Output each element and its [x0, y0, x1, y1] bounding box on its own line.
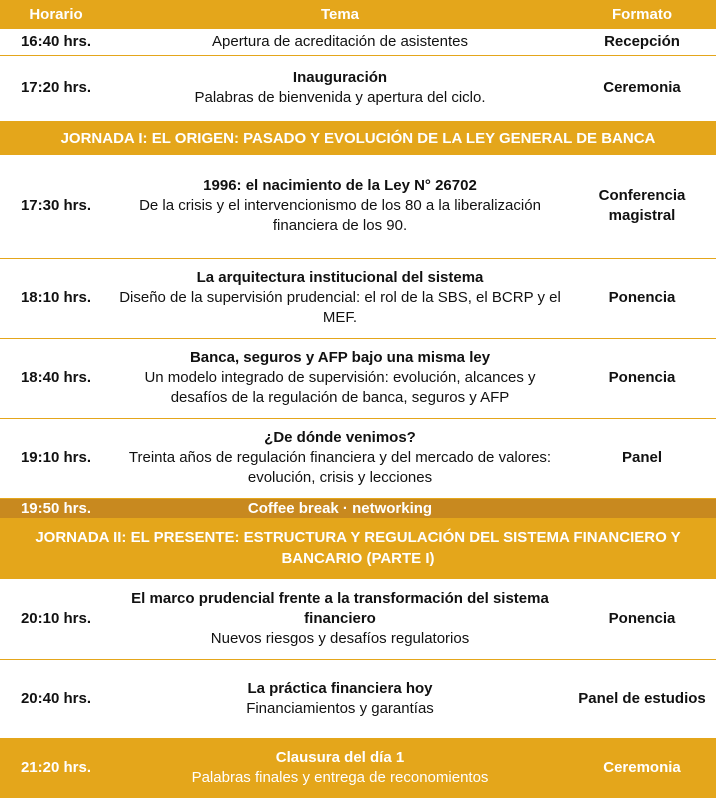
- row-time: 20:10 hrs.: [0, 579, 112, 660]
- row-topic: [112, 155, 568, 258]
- coffee-format: [568, 498, 716, 518]
- section-band-jornada-2: [0, 518, 716, 579]
- row-topic: [112, 29, 568, 55]
- table-row: [0, 55, 716, 121]
- row-topic: [112, 660, 568, 739]
- row-title: 1996: el nacimiento de la Ley N° 26702: [203, 177, 477, 195]
- table-row: [0, 338, 716, 418]
- row-title: Banca, seguros y AFP bajo una misma ley: [189, 349, 491, 366]
- row-time: 18:40 hrs.: [0, 338, 112, 418]
- row-time: 19:10 hrs.: [0, 418, 112, 498]
- table-row: [0, 660, 716, 739]
- row-format: Ponencia: [568, 258, 716, 338]
- row-topic: [112, 55, 568, 121]
- section-title: JORNADA II: EL PRESENTE: ESTRUCTURA Y REGULACIÓN DEL SISTEMA FINANCIERO Y BANCARIO (PARTE I): [0, 518, 716, 579]
- table-row: [0, 579, 716, 660]
- row-subtitle: Nuevos riesgos y desafíos regulatorios: [210, 629, 470, 647]
- row-subtitle: Palabras de bienvenida y apertura del ciclo.: [194, 89, 486, 106]
- header-topic: Tema: [112, 0, 568, 29]
- row-format: Ponencia: [568, 579, 716, 660]
- row-topic: [112, 418, 568, 498]
- table-row: [0, 418, 716, 498]
- row-title: ¿De dónde venimos?: [264, 429, 416, 446]
- row-topic: [112, 579, 568, 660]
- row-subtitle: De la crisis y el intervencionismo de los 80 a la liberalización financiera de los 90.: [139, 197, 541, 235]
- header-time: Horario: [0, 0, 112, 29]
- row-format: Conferencia magistral: [568, 155, 716, 258]
- closing-time: 21:20 hrs.: [0, 739, 112, 798]
- row-format: Panel de estudios: [568, 660, 716, 739]
- row-subtitle: Financiamientos y garantías: [246, 700, 434, 717]
- row-time: 16:40 hrs.: [0, 29, 112, 55]
- row-format: Panel: [568, 418, 716, 498]
- table-row: [0, 155, 716, 258]
- row-subtitle: Diseño de la supervisión prudencial: el rol de la SBS, el BCRP y el MEF.: [119, 289, 561, 326]
- row-subtitle: Treinta años de regulación financiera y del mercado de valores: evolución, crisis y lecciones: [128, 449, 552, 486]
- row-format: Ponencia: [568, 338, 716, 418]
- row-topic: [112, 338, 568, 418]
- closing-title: Clausura del día 1: [275, 749, 405, 767]
- closing-topic: [112, 739, 568, 798]
- table-header-row: [0, 0, 716, 29]
- closing-format: Ceremonia: [568, 739, 716, 798]
- row-title: La arquitectura institucional del sistema: [196, 269, 484, 286]
- row-title: La práctica financiera hoy: [247, 680, 433, 697]
- row-time: 20:40 hrs.: [0, 660, 112, 739]
- row-title: El marco prudencial frente a la transformación del sistema financiero: [131, 589, 549, 627]
- row-format: Recepción: [568, 29, 716, 55]
- coffee-time: 19:50 hrs.: [0, 498, 112, 518]
- coffee-label: Coffee break · networking: [112, 498, 568, 518]
- row-time: 18:10 hrs.: [0, 258, 112, 338]
- row-format: Ceremonia: [568, 55, 716, 121]
- table-row: [0, 258, 716, 338]
- section-title: JORNADA I: EL ORIGEN: PASADO Y EVOLUCIÓN DE LA LEY GENERAL DE BANCA: [0, 121, 716, 155]
- row-topic: [112, 258, 568, 338]
- header-format: Formato: [568, 0, 716, 29]
- row-title: Inauguración: [292, 69, 388, 86]
- closing-subtitle: Palabras finales y entrega de reconomientos: [191, 769, 489, 787]
- row-time: 17:20 hrs.: [0, 55, 112, 121]
- row-subtitle: Apertura de acreditación de asistentes: [212, 32, 468, 50]
- section-band-jornada-1: [0, 121, 716, 155]
- closing-row: [0, 739, 716, 798]
- row-subtitle: Un modelo integrado de supervisión: evolución, alcances y desafíos de la regulación de banca, seguros y AFP: [144, 369, 536, 406]
- coffee-break-row: [0, 498, 716, 518]
- row-time: 17:30 hrs.: [0, 155, 112, 258]
- table-row: [0, 29, 716, 55]
